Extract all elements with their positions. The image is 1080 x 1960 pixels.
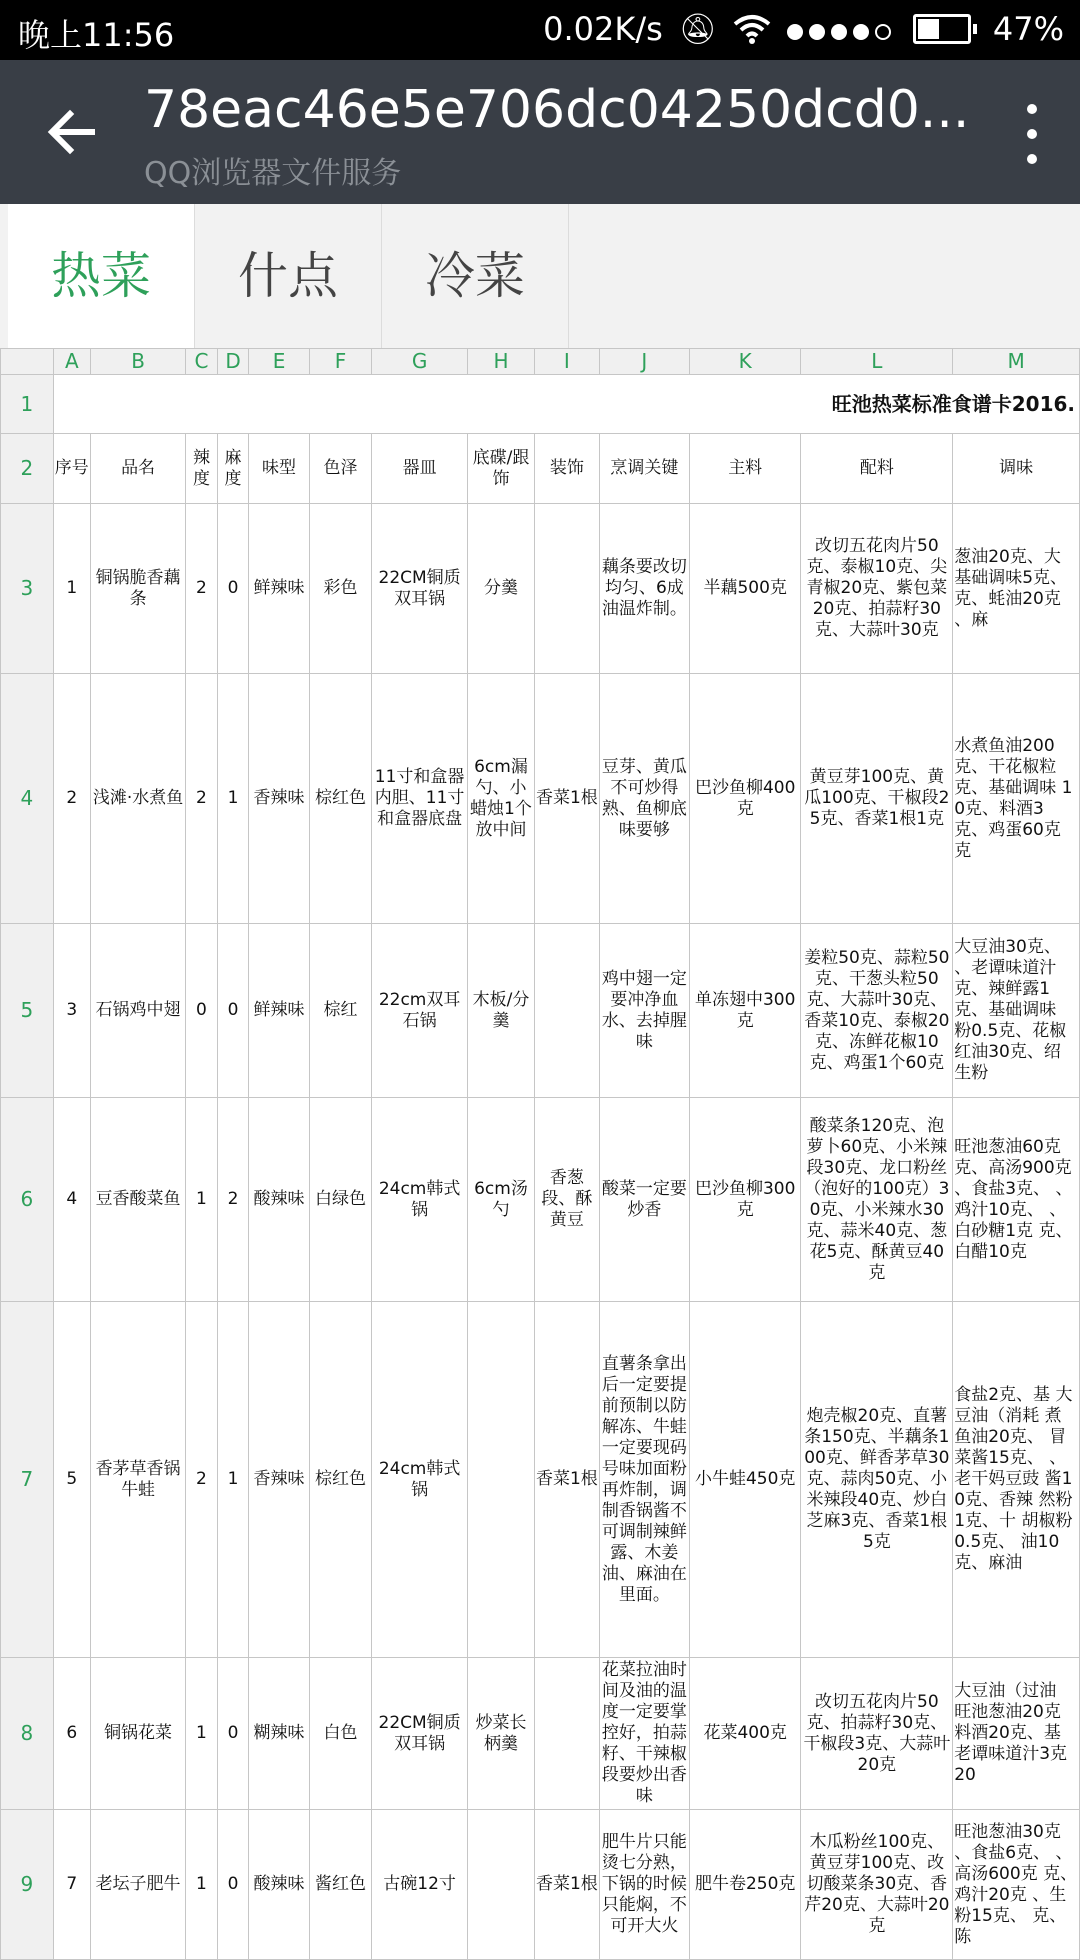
data-cell[interactable]: 花菜400克 [689,1658,801,1810]
data-cell[interactable]: 铜锅花菜 [90,1658,185,1810]
table-row [1,1098,1080,1302]
data-cell[interactable]: 酸辣味 [249,1810,309,1960]
data-cell[interactable]: 黄豆芽100克、黄瓜100克、干椒段25克、香菜1根1克 [801,674,953,924]
data-cell[interactable]: 石锅鸡中翅 [90,924,185,1098]
row-header[interactable]: 7 [1,1302,54,1658]
data-cell[interactable]: 炒菜长柄羹 [468,1658,535,1810]
header-cell[interactable]: 器皿 [372,434,468,504]
data-cell[interactable]: 鲜辣味 [249,504,309,674]
table-row [1,924,1080,1098]
header-cell[interactable]: 色泽 [309,434,371,504]
data-cell[interactable]: 香葱段、酥黄豆 [534,1098,599,1302]
data-cell[interactable]: 巴沙鱼柳300克 [689,1098,801,1302]
data-cell[interactable]: 7 [53,1810,90,1960]
status-bar [0,0,1080,60]
data-cell[interactable]: 老坛子肥牛 [90,1810,185,1960]
status-right [543,10,1064,48]
data-cell[interactable]: 1 [217,674,249,924]
data-cell[interactable]: 香辣味 [249,674,309,924]
data-cell[interactable]: 木瓜粉丝100克、黄豆芽100克、改切酸菜条30克、香芹20克、大蒜叶20克 [801,1810,953,1960]
spreadsheet-grid[interactable] [0,348,1080,1947]
data-cell[interactable]: 3 [53,924,90,1098]
data-cell[interactable]: 浅滩·水煮鱼 [90,674,185,924]
column-header[interactable]: I [534,349,599,375]
tab-cold-dishes[interactable]: 冷菜 [425,247,525,305]
data-cell[interactable]: 24cm韩式锅 [372,1098,468,1302]
data-cell[interactable]: 棕红 [309,924,371,1098]
data-cell[interactable]: 葱油20克、大 基础调味5克、 克、蚝油20克 、麻 [953,504,1080,674]
data-cell[interactable]: 0 [217,504,249,674]
data-cell[interactable]: 花菜拉油时间及油的温度一定要掌控好，拍蒜籽、干辣椒段要炒出香味 [599,1658,689,1810]
table-row [1,1302,1080,1658]
data-cell[interactable]: 2 [186,1302,218,1658]
data-cell[interactable]: 0 [217,1658,249,1810]
battery-icon [913,14,977,44]
wifi-icon [733,14,771,44]
data-cell[interactable]: 0 [217,1810,249,1960]
data-cell[interactable]: 2 [217,1098,249,1302]
header-cell[interactable]: 烹调关键 [599,434,689,504]
corner-cell [1,349,54,375]
data-cell[interactable]: 旺池葱油60克 克、高汤900克 、食盐3克、 、鸡汁10克、 、白砂糖1克 克、白醋10克 [953,1098,1080,1302]
data-cell[interactable] [534,924,599,1098]
data-cell[interactable]: 豆香酸菜鱼 [90,1098,185,1302]
data-cell[interactable]: 改切五花肉片50克、拍蒜籽30克、干椒段3克、大蒜叶20克 [801,1658,953,1810]
header-cell[interactable]: 配料 [801,434,953,504]
header-cell[interactable]: 调味 [953,434,1080,504]
header-cell[interactable]: 辣度 [186,434,218,504]
data-cell[interactable]: 直薯条拿出后一定要提前预制以防解冻、牛蛙一定要现码号味加面粉再炸制，调制香锅酱不可调制辣鲜露、木姜油、麻油在里面。 [599,1302,689,1658]
data-cell[interactable]: 5 [53,1302,90,1658]
tab-snacks[interactable]: 什点 [238,247,338,305]
data-cell[interactable]: 1 [186,1658,218,1810]
column-header[interactable]: B [90,349,185,375]
data-cell[interactable]: 姜粒50克、蒜粒50克、干葱头粒50克、大蒜叶30克、香菜10克、泰椒20克、冻鲜花椒10克、鸡蛋1个60克 [801,924,953,1098]
header-cell[interactable]: 装饰 [534,434,599,504]
data-cell[interactable]: 白绿色 [309,1098,371,1302]
data-cell[interactable]: 6cm漏勺、小蜡烛1个放中间 [468,674,535,924]
column-header[interactable]: J [599,349,689,375]
table-row [1,1810,1080,1960]
app-bar [0,60,1080,204]
column-header[interactable]: C [186,349,218,375]
table-row [1,504,1080,674]
tab-hot-dishes[interactable]: 热菜 [8,204,194,348]
data-cell[interactable]: 鲜辣味 [249,924,309,1098]
data-cell[interactable]: 豆芽、黄瓜不可炒得熟、鱼柳底味要够 [599,674,689,924]
data-cell[interactable]: 半藕500克 [689,504,801,674]
sheet-title-cell[interactable]: 旺池热菜标准食谱卡2016. [53,375,1079,434]
data-cell[interactable]: 酸辣味 [249,1098,309,1302]
header-cell[interactable]: 味型 [249,434,309,504]
data-cell[interactable]: 6 [53,1658,90,1810]
data-cell[interactable]: 棕红色 [309,1302,371,1658]
column-header[interactable]: E [249,349,309,375]
data-cell[interactable]: 22cm双耳石锅 [372,924,468,1098]
data-cell[interactable]: 棕红色 [309,674,371,924]
mute-bell-icon: 🔕︎ [678,11,717,47]
data-cell[interactable]: 2 [186,504,218,674]
data-cell[interactable]: 24cm韩式锅 [372,1302,468,1658]
data-cell[interactable] [468,1810,535,1960]
signal-dots-icon [787,10,897,48]
battery-percent: 47% [992,10,1064,48]
data-cell[interactable]: 香茅草香锅牛蛙 [90,1302,185,1658]
data-cell[interactable]: 大豆油30克、 、老谭味道汁 克、辣鲜露1 克、基础调味 粉0.5克、花椒 红油30克、绍 生粉 [953,924,1080,1098]
data-cell[interactable]: 6cm汤勺 [468,1098,535,1302]
row-header[interactable]: 2 [1,434,54,504]
row-header[interactable]: 1 [1,375,54,434]
data-cell[interactable]: 香辣味 [249,1302,309,1658]
data-cell[interactable]: 单冻翅中300克 [689,924,801,1098]
data-cell[interactable]: 白色 [309,1658,371,1810]
network-speed: 0.02K/s [543,10,663,48]
column-header[interactable]: G [372,349,468,375]
column-header[interactable]: H [468,349,535,375]
data-cell[interactable]: 水煮鱼油200克、干花椒粒 克、基础调味 10克、料酒3 克、鸡蛋60克 克 [953,674,1080,924]
data-cell[interactable]: 0 [186,924,218,1098]
header-cell[interactable]: 序号 [53,434,90,504]
more-menu-icon[interactable] [1024,104,1040,164]
data-cell[interactable]: 酱红色 [309,1810,371,1960]
data-cell[interactable]: 小牛蛙450克 [689,1302,801,1658]
row-header[interactable]: 3 [1,504,54,674]
table-row [1,674,1080,924]
column-header[interactable]: M [953,349,1080,375]
data-cell[interactable] [468,1302,535,1658]
status-time: 晚上11:56 [18,16,175,54]
data-cell[interactable]: 4 [53,1098,90,1302]
data-cell[interactable]: 食盐2克、基 大豆油（消耗 煮鱼油20克、 冒菜酱15克、 、老干妈豆豉 酱10克、香辣 然粉1克、十 胡椒粉0.5克、 油10克、麻油 [953,1302,1080,1658]
table-row [1,375,1080,434]
data-cell[interactable]: 0 [217,924,249,1098]
data-cell[interactable]: 香菜1根 [534,1302,599,1658]
data-cell[interactable]: 肥牛卷250克 [689,1810,801,1960]
data-cell[interactable]: 旺池葱油30克 、食盐6克、 、高汤600克 克、鸡汁20克 、生粉15克、 克、陈 [953,1810,1080,1960]
table-row [1,434,1080,504]
data-cell[interactable]: 巴沙鱼柳400克 [689,674,801,924]
recipe-table [0,348,1080,1960]
data-cell[interactable]: 炮壳椒20克、直薯条150克、半藕条100克、鲜香茅草30克、蒜肉50克、小米辣段40克、炒白芝麻3克、香菜1根5克 [801,1302,953,1658]
data-cell[interactable]: 彩色 [309,504,371,674]
data-cell[interactable]: 1 [217,1302,249,1658]
row-header[interactable]: 5 [1,924,54,1098]
data-cell[interactable]: 酸菜一定要炒香 [599,1098,689,1302]
back-arrow-icon[interactable] [40,100,104,164]
header-cell[interactable]: 主料 [689,434,801,504]
column-header[interactable]: L [801,349,953,375]
data-cell[interactable]: 肥牛片只能烫七分熟，下锅的时候只能焖，不可开大火 [599,1810,689,1960]
data-cell[interactable]: 香菜1根 [534,674,599,924]
data-cell[interactable]: 鸡中翅一定要冲净血水、去掉腥味 [599,924,689,1098]
data-cell[interactable]: 古碗12寸 [372,1810,468,1960]
data-cell[interactable]: 11寸和盒器内胆、11寸和盒器底盘 [372,674,468,924]
data-cell[interactable]: 藕条要改切均匀、6成油温炸制。 [599,504,689,674]
header-cell[interactable]: 底碟/跟饰 [468,434,535,504]
header-cell[interactable]: 麻度 [217,434,249,504]
row-header[interactable]: 8 [1,1658,54,1810]
data-cell[interactable]: 2 [53,674,90,924]
data-cell[interactable]: 2 [186,674,218,924]
data-cell[interactable]: 香菜1根 [534,1810,599,1960]
data-cell[interactable]: 酸菜条120克、泡萝卜60克、小米辣段30克、龙口粉丝（泡好的100克）30克、小米辣水30克、蒜米40克、葱花5克、酥黄豆40克 [801,1098,953,1302]
data-cell[interactable]: 22CM铜质双耳锅 [372,504,468,674]
data-cell[interactable]: 分羹 [468,504,535,674]
data-cell[interactable]: 1 [53,504,90,674]
data-cell[interactable]: 1 [186,1810,218,1960]
table-row [1,1658,1080,1810]
data-cell[interactable]: 改切五花肉片50克、泰椒10克、尖青椒20克、紫包菜20克、拍蒜籽30克、大蒜叶30克 [801,504,953,674]
data-cell[interactable] [534,504,599,674]
data-cell[interactable]: 糊辣味 [249,1658,309,1810]
header-cell[interactable]: 品名 [90,434,185,504]
row-header[interactable]: 4 [1,674,54,924]
row-header[interactable]: 6 [1,1098,54,1302]
data-cell[interactable]: 大豆油（过油 旺池葱油20克 料酒20克、基 老谭味道汁3克 20 [953,1658,1080,1810]
page-title: 78eac46e5e706dc04250dcd0... [144,80,970,140]
data-cell[interactable] [534,1658,599,1810]
column-header[interactable]: D [217,349,249,375]
row-header[interactable]: 9 [1,1810,54,1960]
column-header[interactable]: K [689,349,801,375]
column-header-row [1,349,1080,375]
data-cell[interactable]: 1 [186,1098,218,1302]
column-header[interactable]: F [309,349,371,375]
data-cell[interactable]: 木板/分羹 [468,924,535,1098]
data-cell[interactable]: 铜锅脆香藕条 [90,504,185,674]
data-cell[interactable]: 22CM铜质双耳锅 [372,1658,468,1810]
sheet-tabs [0,204,1080,349]
column-header[interactable]: A [53,349,90,375]
page-subtitle: QQ浏览器文件服务 [144,156,402,191]
